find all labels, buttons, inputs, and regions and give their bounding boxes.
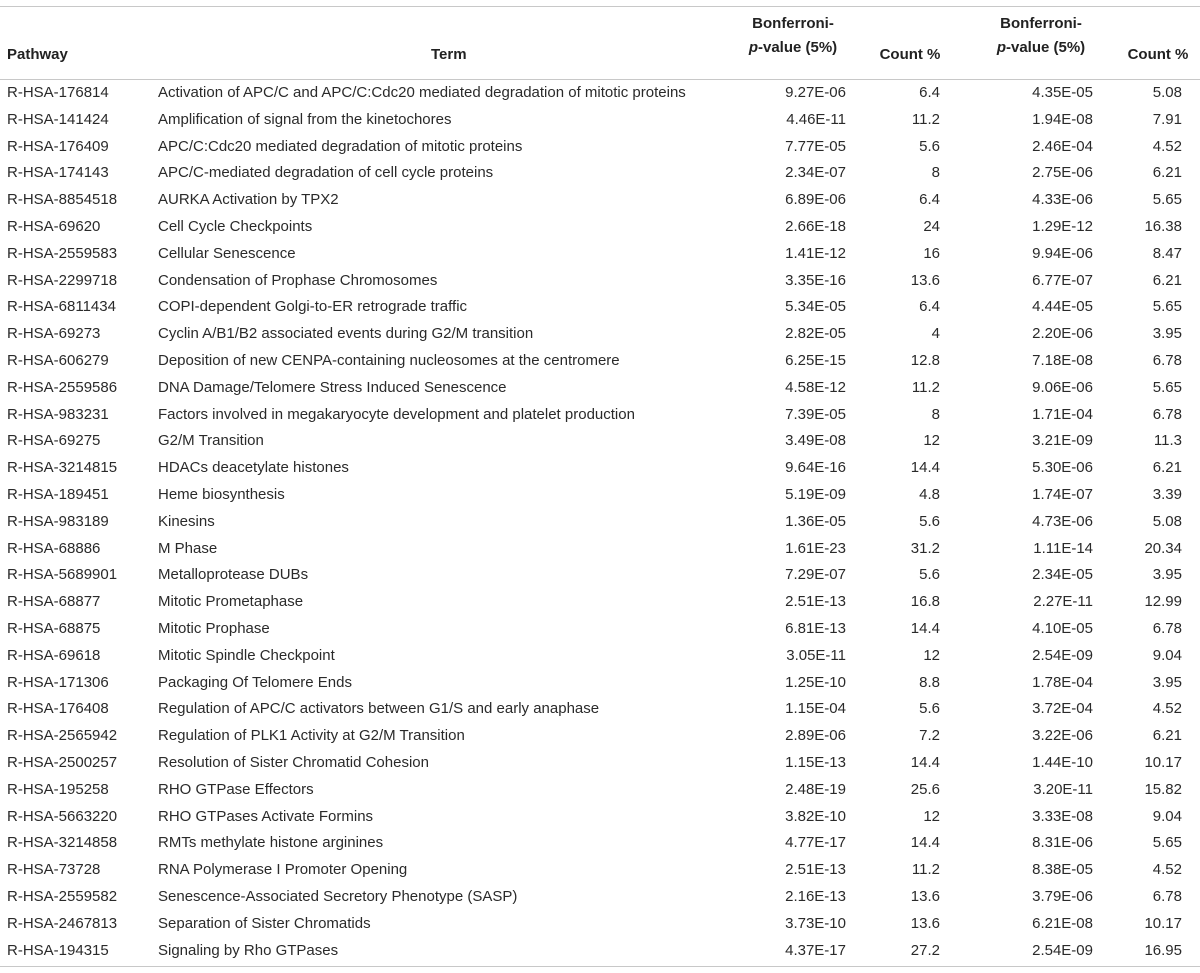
cell-term: Factors involved in megakaryocyte development and platelet production xyxy=(158,405,635,423)
cell-pathway: R-HSA-171306 xyxy=(7,673,109,691)
cell-term: Senescence-Associated Secretory Phenotype (SASP) xyxy=(158,887,518,905)
cell-bonferroni-2: 3.20E-11 xyxy=(1033,780,1093,798)
table-row xyxy=(0,402,1200,429)
table-row xyxy=(0,804,1200,831)
cell-bonferroni-2: 2.20E-06 xyxy=(1032,325,1093,343)
table-row xyxy=(0,268,1200,295)
cell-pathway: R-HSA-2559586 xyxy=(7,378,118,396)
cell-bonferroni-2: 1.78E-04 xyxy=(1032,673,1093,691)
cell-bonferroni-2: 6.77E-07 xyxy=(1032,271,1093,289)
cell-pathway: R-HSA-73728 xyxy=(7,861,101,879)
table-row xyxy=(0,723,1200,750)
cell-count-1: 8.8 xyxy=(919,673,940,691)
cell-bonferroni-1: 2.51E-13 xyxy=(785,593,846,611)
table-row xyxy=(0,696,1200,723)
cell-count-2: 6.21 xyxy=(1152,271,1182,289)
table-row xyxy=(0,589,1200,616)
table-row xyxy=(0,857,1200,884)
cell-count-2: 11.3 xyxy=(1153,432,1182,450)
cell-term: Heme biosynthesis xyxy=(158,485,285,503)
cell-bonferroni-2: 3.72E-04 xyxy=(1032,700,1093,718)
cell-count-1: 12.8 xyxy=(910,351,940,369)
cell-term: G2/M Transition xyxy=(158,432,264,450)
cell-term: APC/C-mediated degradation of cell cycle proteins xyxy=(158,164,494,182)
cell-pathway: R-HSA-189451 xyxy=(7,485,109,503)
cell-count-1: 7.2 xyxy=(919,727,940,745)
table-row xyxy=(0,643,1200,670)
cell-bonferroni-1: 3.49E-08 xyxy=(785,432,846,450)
cell-bonferroni-2: 7.18E-08 xyxy=(1032,351,1093,369)
cell-bonferroni-2: 1.74E-07 xyxy=(1032,485,1093,503)
cell-bonferroni-1: 2.34E-07 xyxy=(785,164,846,182)
cell-count-1: 14.4 xyxy=(910,459,940,477)
table-row xyxy=(0,911,1200,938)
header-bonferroni-2-p: p xyxy=(996,39,1006,56)
cell-pathway: R-HSA-6811434 xyxy=(7,298,116,316)
cell-count-1: 5.6 xyxy=(919,137,940,155)
table-row xyxy=(0,938,1200,965)
table-row xyxy=(0,107,1200,134)
cell-count-2: 6.21 xyxy=(1152,727,1182,745)
cell-count-1: 13.6 xyxy=(910,887,940,905)
cell-term: Cyclin A/B1/B2 associated events during G2/M transition xyxy=(158,325,534,343)
cell-count-1: 5.6 xyxy=(919,700,940,718)
cell-bonferroni-2: 4.10E-05 xyxy=(1032,619,1093,637)
cell-count-2: 20.34 xyxy=(1144,539,1182,557)
cell-count-2: 3.39 xyxy=(1152,485,1182,503)
cell-count-2: 10.17 xyxy=(1144,753,1182,771)
cell-term: RHO GTPase Effectors xyxy=(158,780,314,798)
cell-count-1: 6.4 xyxy=(919,191,940,209)
cell-term: Metalloprotease DUBs xyxy=(158,566,309,584)
header-count-1: Count % xyxy=(879,46,941,63)
table-row xyxy=(0,482,1200,509)
cell-bonferroni-2: 4.33E-06 xyxy=(1032,191,1093,209)
cell-count-1: 6.4 xyxy=(919,84,940,101)
table-row xyxy=(0,562,1200,589)
cell-count-2: 6.78 xyxy=(1152,619,1182,637)
table-row xyxy=(0,536,1200,563)
table-row xyxy=(0,80,1200,107)
cell-pathway: R-HSA-983189 xyxy=(7,512,109,530)
cell-count-2: 4.52 xyxy=(1152,137,1182,155)
cell-count-2: 6.21 xyxy=(1152,164,1182,182)
cell-bonferroni-2: 1.94E-08 xyxy=(1032,110,1093,128)
cell-count-1: 13.6 xyxy=(910,271,940,289)
cell-term: Activation of APC/C and APC/C:Cdc20 mediated degradation of mitotic proteins xyxy=(158,84,686,101)
cell-count-1: 25.6 xyxy=(910,780,940,798)
header-bonferroni-1-line1: Bonferroni- xyxy=(752,15,834,32)
cell-pathway: R-HSA-69273 xyxy=(7,325,101,343)
cell-count-1: 4 xyxy=(931,325,940,343)
cell-count-2: 6.78 xyxy=(1152,351,1182,369)
cell-pathway: R-HSA-141424 xyxy=(7,110,109,128)
cell-term: Regulation of PLK1 Activity at G2/M Transition xyxy=(158,727,465,745)
cell-pathway: R-HSA-2559583 xyxy=(7,244,118,262)
cell-bonferroni-1: 2.16E-13 xyxy=(785,887,846,905)
cell-bonferroni-2: 8.38E-05 xyxy=(1032,861,1093,879)
cell-count-2: 5.65 xyxy=(1152,191,1182,209)
cell-bonferroni-2: 8.31E-06 xyxy=(1032,834,1093,852)
cell-count-1: 16.8 xyxy=(910,593,940,611)
cell-pathway: R-HSA-3214815 xyxy=(7,459,118,477)
cell-bonferroni-1: 2.66E-18 xyxy=(785,217,846,235)
cell-bonferroni-2: 2.34E-05 xyxy=(1032,566,1093,584)
cell-count-1: 11.2 xyxy=(911,110,940,128)
cell-bonferroni-2: 3.22E-06 xyxy=(1032,727,1093,745)
header-count-2: Count % xyxy=(1127,46,1189,63)
table-row xyxy=(0,455,1200,482)
header-pathway: Pathway xyxy=(7,46,68,63)
cell-pathway: R-HSA-983231 xyxy=(7,405,109,423)
cell-bonferroni-1: 1.36E-05 xyxy=(785,512,846,530)
cell-bonferroni-2: 9.94E-06 xyxy=(1032,244,1093,262)
cell-count-2: 3.95 xyxy=(1152,325,1182,343)
cell-bonferroni-2: 2.75E-06 xyxy=(1032,164,1093,182)
cell-bonferroni-1: 2.82E-05 xyxy=(785,325,846,343)
cell-count-1: 12 xyxy=(923,432,940,450)
header-bonferroni-2 xyxy=(985,12,1097,60)
cell-count-1: 14.4 xyxy=(910,753,940,771)
cell-count-1: 14.4 xyxy=(910,619,940,637)
cell-bonferroni-2: 4.44E-05 xyxy=(1032,298,1093,316)
table-row xyxy=(0,777,1200,804)
cell-pathway: R-HSA-3214858 xyxy=(7,834,118,852)
cell-count-2: 5.08 xyxy=(1152,84,1182,101)
table-row xyxy=(0,214,1200,241)
cell-bonferroni-1: 2.89E-06 xyxy=(785,727,846,745)
cell-pathway: R-HSA-2299718 xyxy=(7,271,118,289)
table-row xyxy=(0,294,1200,321)
cell-pathway: R-HSA-69618 xyxy=(7,646,101,664)
cell-bonferroni-2: 9.06E-06 xyxy=(1032,378,1093,396)
header-term: Term xyxy=(431,46,467,63)
cell-count-1: 8 xyxy=(931,164,940,182)
table-row xyxy=(0,160,1200,187)
table-row xyxy=(0,428,1200,455)
cell-term: HDACs deacetylate histones xyxy=(158,459,349,477)
cell-bonferroni-1: 7.39E-05 xyxy=(785,405,846,423)
cell-bonferroni-2: 5.30E-06 xyxy=(1032,459,1093,477)
cell-bonferroni-2: 6.21E-08 xyxy=(1032,914,1093,932)
cell-term: Cell Cycle Checkpoints xyxy=(158,217,313,235)
cell-bonferroni-2: 1.71E-04 xyxy=(1032,405,1093,423)
cell-count-2: 9.04 xyxy=(1152,646,1182,664)
cell-term: Regulation of APC/C activators between G1/S and early anaphase xyxy=(158,700,600,718)
cell-term: Deposition of new CENPA-containing nucleosomes at the centromere xyxy=(158,351,620,369)
table-row xyxy=(0,187,1200,214)
cell-bonferroni-1: 4.58E-12 xyxy=(785,378,846,396)
cell-pathway: R-HSA-68875 xyxy=(7,619,101,637)
table-row xyxy=(0,884,1200,911)
cell-bonferroni-1: 1.15E-13 xyxy=(785,753,846,771)
cell-term: Mitotic Prometaphase xyxy=(158,593,304,611)
cell-term: Separation of Sister Chromatids xyxy=(158,914,371,932)
cell-count-2: 3.95 xyxy=(1152,673,1182,691)
cell-bonferroni-1: 6.89E-06 xyxy=(785,191,846,209)
cell-term: COPI-dependent Golgi-to-ER retrograde traffic xyxy=(158,298,468,316)
table-body xyxy=(0,80,1200,964)
cell-count-2: 15.82 xyxy=(1144,780,1182,798)
cell-pathway: R-HSA-5663220 xyxy=(7,807,118,825)
cell-count-1: 5.6 xyxy=(919,566,940,584)
cell-count-1: 4.8 xyxy=(919,485,940,503)
cell-term: Resolution of Sister Chromatid Cohesion xyxy=(158,753,429,771)
cell-count-2: 6.78 xyxy=(1152,887,1182,905)
cell-bonferroni-2: 1.44E-10 xyxy=(1032,753,1093,771)
cell-term: Kinesins xyxy=(158,512,215,530)
table-row xyxy=(0,670,1200,697)
cell-pathway: R-HSA-2467813 xyxy=(7,914,118,932)
cell-term: DNA Damage/Telomere Stress Induced Senescence xyxy=(158,378,507,396)
cell-pathway: R-HSA-176409 xyxy=(7,137,109,155)
cell-term: RNA Polymerase I Promoter Opening xyxy=(158,861,408,879)
header-bonferroni-1-p: p xyxy=(748,39,758,56)
cell-bonferroni-1: 3.35E-16 xyxy=(785,271,846,289)
cell-term: Packaging Of Telomere Ends xyxy=(158,673,352,691)
cell-count-2: 5.65 xyxy=(1152,378,1182,396)
header-bonferroni-1 xyxy=(740,12,846,60)
cell-bonferroni-2: 3.33E-08 xyxy=(1032,807,1093,825)
cell-term: Amplification of signal from the kinetochores xyxy=(158,110,452,128)
cell-pathway: R-HSA-2500257 xyxy=(7,753,118,771)
cell-pathway: R-HSA-68886 xyxy=(7,539,101,557)
cell-pathway: R-HSA-195258 xyxy=(7,780,109,798)
cell-count-2: 6.78 xyxy=(1152,405,1182,423)
table-row xyxy=(0,509,1200,536)
cell-bonferroni-1: 4.46E-11 xyxy=(786,110,846,128)
cell-pathway: R-HSA-174143 xyxy=(7,164,109,182)
cell-bonferroni-2: 4.73E-06 xyxy=(1032,512,1093,530)
header-bonferroni-2-rest: -value (5%) xyxy=(1005,39,1086,56)
cell-bonferroni-1: 6.81E-13 xyxy=(785,619,846,637)
cell-count-2: 3.95 xyxy=(1152,566,1182,584)
cell-bonferroni-2: 4.35E-05 xyxy=(1032,84,1093,101)
table-header xyxy=(0,8,1200,79)
cell-count-1: 24 xyxy=(923,217,940,235)
cell-pathway: R-HSA-8854518 xyxy=(7,191,118,209)
cell-count-2: 5.65 xyxy=(1152,298,1182,316)
cell-count-2: 16.95 xyxy=(1144,941,1182,959)
cell-count-2: 7.91 xyxy=(1152,110,1182,128)
cell-term: M Phase xyxy=(158,539,218,557)
cell-pathway: R-HSA-2565942 xyxy=(7,727,118,745)
cell-pathway: R-HSA-69275 xyxy=(7,432,101,450)
cell-count-2: 12.99 xyxy=(1144,593,1182,611)
cell-count-1: 12 xyxy=(923,646,940,664)
cell-bonferroni-1: 1.15E-04 xyxy=(785,700,846,718)
cell-pathway: R-HSA-5689901 xyxy=(7,566,118,584)
cell-count-1: 16 xyxy=(923,244,940,262)
cell-term: AURKA Activation by TPX2 xyxy=(158,191,339,209)
cell-bonferroni-2: 3.21E-09 xyxy=(1032,432,1093,450)
cell-pathway: R-HSA-69620 xyxy=(7,217,101,235)
table-row xyxy=(0,241,1200,268)
cell-count-1: 27.2 xyxy=(910,941,940,959)
cell-count-2: 16.38 xyxy=(1144,217,1182,235)
cell-term: Mitotic Spindle Checkpoint xyxy=(158,646,335,664)
table-row xyxy=(0,616,1200,643)
cell-term: Condensation of Prophase Chromosomes xyxy=(158,271,438,289)
cell-bonferroni-1: 5.19E-09 xyxy=(785,485,846,503)
header-bonferroni-2-line1: Bonferroni- xyxy=(1000,15,1082,32)
cell-bonferroni-1: 3.73E-10 xyxy=(785,914,846,932)
header-bonferroni-2-line2 xyxy=(985,36,1097,60)
cell-bonferroni-1: 1.61E-23 xyxy=(785,539,846,557)
cell-bonferroni-2: 3.79E-06 xyxy=(1032,887,1093,905)
cell-pathway: R-HSA-176408 xyxy=(7,700,109,718)
cell-count-1: 12 xyxy=(923,807,940,825)
cell-bonferroni-1: 6.25E-15 xyxy=(785,351,846,369)
cell-count-2: 4.52 xyxy=(1152,700,1182,718)
cell-bonferroni-1: 2.48E-19 xyxy=(785,780,846,798)
cell-bonferroni-1: 3.05E-11 xyxy=(786,646,846,664)
cell-bonferroni-2: 2.54E-09 xyxy=(1032,646,1093,664)
cell-bonferroni-2: 2.27E-11 xyxy=(1033,593,1093,611)
cell-bonferroni-1: 7.29E-07 xyxy=(785,566,846,584)
table-top-rule xyxy=(0,6,1200,7)
cell-term: Cellular Senescence xyxy=(158,244,296,262)
cell-pathway: R-HSA-68877 xyxy=(7,593,101,611)
cell-bonferroni-1: 1.41E-12 xyxy=(785,244,846,262)
table-row xyxy=(0,321,1200,348)
cell-term: APC/C:Cdc20 mediated degradation of mitotic proteins xyxy=(158,137,523,155)
cell-pathway: R-HSA-2559582 xyxy=(7,887,118,905)
cell-count-1: 14.4 xyxy=(910,834,940,852)
cell-count-2: 5.08 xyxy=(1152,512,1182,530)
cell-count-1: 8 xyxy=(931,405,940,423)
cell-bonferroni-1: 4.37E-17 xyxy=(785,941,846,959)
cell-pathway: R-HSA-194315 xyxy=(7,941,109,959)
cell-count-2: 6.21 xyxy=(1152,459,1182,477)
cell-bonferroni-2: 1.29E-12 xyxy=(1032,217,1093,235)
cell-bonferroni-1: 9.64E-16 xyxy=(785,459,846,477)
header-bonferroni-1-line2 xyxy=(740,36,846,60)
cell-term: Signaling by Rho GTPases xyxy=(158,941,339,959)
cell-term: RHO GTPases Activate Formins xyxy=(158,807,374,825)
cell-count-2: 8.47 xyxy=(1152,244,1182,262)
cell-term: RMTs methylate histone arginines xyxy=(158,834,384,852)
table-row xyxy=(0,750,1200,777)
table-row xyxy=(0,375,1200,402)
table-bottom-rule xyxy=(0,966,1200,967)
cell-count-1: 5.6 xyxy=(919,512,940,530)
table-row xyxy=(0,348,1200,375)
cell-pathway: R-HSA-176814 xyxy=(7,84,109,101)
cell-count-1: 11.2 xyxy=(911,861,940,879)
cell-bonferroni-1: 3.82E-10 xyxy=(785,807,846,825)
table-row xyxy=(0,830,1200,857)
cell-bonferroni-1: 4.77E-17 xyxy=(785,834,846,852)
cell-bonferroni-2: 2.54E-09 xyxy=(1032,941,1093,959)
cell-pathway: R-HSA-606279 xyxy=(7,351,109,369)
cell-count-1: 11.2 xyxy=(911,378,940,396)
cell-count-2: 5.65 xyxy=(1152,834,1182,852)
cell-count-1: 13.6 xyxy=(910,914,940,932)
cell-bonferroni-1: 1.25E-10 xyxy=(785,673,846,691)
cell-count-2: 9.04 xyxy=(1152,807,1182,825)
header-bonferroni-1-rest: -value (5%) xyxy=(757,39,838,56)
cell-bonferroni-1: 9.27E-06 xyxy=(785,84,846,101)
cell-count-2: 10.17 xyxy=(1144,914,1182,932)
cell-bonferroni-1: 5.34E-05 xyxy=(785,298,846,316)
cell-bonferroni-1: 7.77E-05 xyxy=(785,137,846,155)
cell-bonferroni-2: 1.11E-14 xyxy=(1033,539,1093,557)
cell-bonferroni-1: 2.51E-13 xyxy=(785,861,846,879)
cell-term: Mitotic Prophase xyxy=(158,619,270,637)
cell-bonferroni-2: 2.46E-04 xyxy=(1032,137,1093,155)
cell-count-1: 31.2 xyxy=(910,539,940,557)
cell-count-2: 4.52 xyxy=(1152,861,1182,879)
cell-count-1: 6.4 xyxy=(919,298,940,316)
table-row xyxy=(0,134,1200,161)
